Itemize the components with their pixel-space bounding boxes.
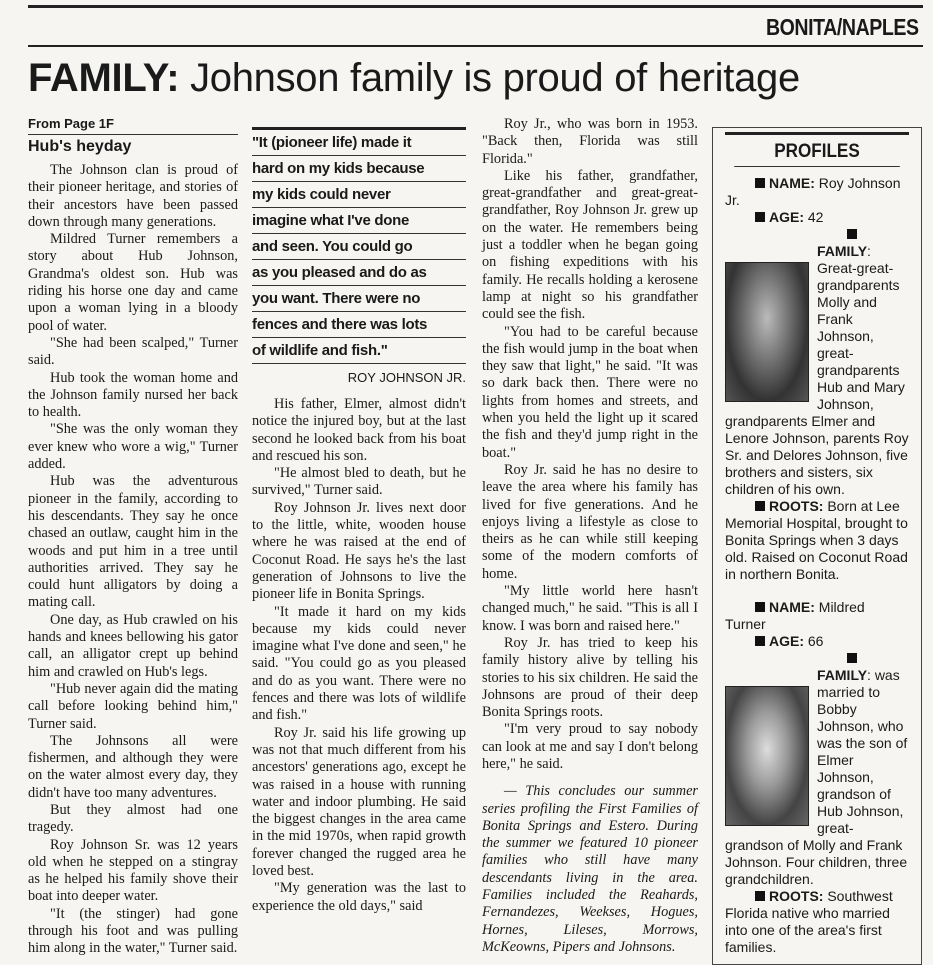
field-label: NAME: (769, 175, 815, 191)
top-rule (28, 5, 923, 8)
series-endnote: — This concludes our summer series profiling the First Families of Bonita Springs and Estero. During the summer we featured 10 pioneer families who still have many descendants living in the area. Families included the Reahards, Fernandezes, Weekses, Hogues, Hornes, Lileses, Morrows, McKeowns, Pipers and Johnsons. (482, 783, 698, 955)
column-1 (28, 116, 238, 958)
bullet-square-icon (755, 501, 765, 511)
paragraph: Hub was the adventurous pioneer in the family, according to his descendants. They say he once chased an outlaw, caught him in the woods and put him in a tree until authorities arrived. They say he could hunt alligators by doing a mating call. (28, 473, 238, 611)
paragraph: Roy Jr., who was born in 1953. "Back then, Florida was still Florida." (482, 116, 698, 167)
column-2 (252, 396, 466, 915)
field-value: 42 (804, 209, 824, 225)
pull-quote (252, 127, 466, 386)
field-value: : Great-great-grandparents Molly and Frank Johnson, great-grandparents Hub and Mary Johnson, grandparents Elmer and Lenore Johnson, parents Roy Sr. and Delores Johnson, five brothers and sisters, six children of his own. (725, 243, 909, 497)
bullet-square-icon (755, 212, 765, 222)
field-label: NAME: (769, 599, 815, 615)
kicker-rule (28, 134, 238, 135)
field-value: : was married to Bobby Johnson, who was the son of Elmer Johnson, grandson of Hub Johnson, great-grandson of Molly and Frank Johnson. Four children, three grandchildren. (725, 667, 908, 887)
paragraph: "She was the only woman they ever knew who wore a wig," Turner added. (28, 421, 238, 473)
paragraph: Roy Jr. has tried to keep his family history alive by telling his stories to his six children. He said the Johnsons are proud of their deep Bonita Springs roots. (482, 634, 698, 721)
portrait-roy-johnson-jr (725, 262, 809, 402)
paragraph: "It (the stinger) had gone through his foot and was pulling him along in the water," Turner said. (28, 905, 238, 957)
bullet-square-icon (755, 636, 765, 646)
paragraph: One day, as Hub crawled on his hands and knees bellowing his gator call, an alligator crept up behind him and crawled on Hub's legs. (28, 611, 238, 680)
profile-field (725, 633, 909, 650)
portrait-mildred-turner (725, 686, 809, 826)
sidebar-title: PROFILES (734, 135, 900, 167)
column-3 (482, 116, 698, 956)
field-label: AGE: (769, 633, 804, 649)
field-label: ROOTS: (769, 888, 824, 904)
paragraph: Roy Johnson Sr. was 12 years old when he stepped on a stingray as he helped his family shove their boat into deeper water. (28, 836, 238, 905)
bullet-square-icon (755, 178, 765, 188)
paragraph: Hub took the woman home and the Johnson family nursed her back to health. (28, 369, 238, 421)
field-label: FAMILY (817, 243, 868, 259)
profile-field (725, 650, 909, 888)
paragraph: "My little world here hasn't changed much," he said. "This is all I know. I was born and raised here." (482, 583, 698, 634)
paragraph: Mildred Turner remembers a story about Hub Johnson, Grandma's oldest son. Hub was riding his horse one day and came upon a woman lying in a bloody pool of water. (28, 231, 238, 334)
profile-field (725, 226, 909, 498)
paragraph: The Johnson clan is proud of their pioneer heritage, and stories of their ancestors have been passed down through many generations. (28, 162, 238, 230)
bullet-square-icon (755, 602, 765, 612)
paragraph: "Hub never again did the mating call before looking behind him," Turner said. (28, 680, 238, 732)
profile-field (725, 888, 909, 956)
paragraph: Roy Johnson Jr. lives next door to the little, white, wooden house where he was raised at the end of Coconut Road. He says he's the last generation of Johnsons to live the pioneer life in Bonita Springs. (252, 499, 466, 603)
field-label: FAMILY (817, 667, 868, 683)
headline-lead: FAMILY: (28, 56, 180, 100)
field-label: ROOTS: (769, 498, 824, 514)
paragraph: Roy Jr. said he has no desire to leave the area where his family has lived for five generations. And he enjoys living a lifestyle as close to theirs as he can while still keeping some of the modern comforts of home. (482, 461, 698, 582)
pull-quote-line: imagine what I've done (252, 208, 466, 234)
profile-field (725, 498, 909, 583)
pull-quote-line: "It (pioneer life) made it (252, 130, 466, 156)
bullet-square-icon (847, 653, 857, 663)
pull-quote-line: my kids could never (252, 182, 466, 208)
field-value: Southwest Florida native who married into one of the area's first families. (725, 888, 893, 955)
field-value: Roy Johnson Jr. (725, 175, 901, 208)
section-name: BONITA/NAPLES (766, 14, 919, 40)
field-value: 66 (804, 633, 824, 649)
headline (28, 56, 800, 101)
pull-quote-line: hard on my kids because (252, 156, 466, 182)
field-label: AGE: (769, 209, 804, 225)
paragraph: "It made it hard on my kids because my kids could never imagine what I've done and seen," he said. "You could go as you pleased and do as you want. There were no fences and there was lots of wildlife and fish." (252, 603, 466, 724)
field-value: Mildred Turner (725, 599, 865, 632)
paragraph: Roy Jr. said his life growing up was not that much different from his ancestors' generations ago, except he was raised in a house with running water and indoor plumbing. He said the biggest changes in the area came in the mid 1970s, when rapid growth forever changed the rugged area he loved best. (252, 724, 466, 880)
section-rule (28, 45, 923, 47)
bullet-square-icon (755, 891, 765, 901)
headline-rest: Johnson family is proud of heritage (179, 56, 800, 100)
bullet-square-icon (847, 229, 857, 239)
profile-field (725, 209, 909, 226)
paragraph: Like his father, grandfather, great-grandfather and great-great-grandfather, Roy Johnson Jr. grew up on the water. He remembers being just a toddler when he began going on fishing expeditions with his family. He recalls holding a kerosene lamp at night so his grandfather could see the fish. (482, 167, 698, 323)
paragraph: The Johnsons all were fishermen, and although they were on the water almost every day, they didn't have too many adventures. (28, 732, 238, 801)
paragraph: But they almost had one tragedy. (28, 801, 238, 836)
pull-quote-line: as you pleased and do as (252, 260, 466, 286)
paragraph: "She had been scalped," Turner said. (28, 334, 238, 369)
paragraph: "I'm very proud to say nobody can look at me and say I don't belong here," he said. (482, 721, 698, 772)
pull-quote-line: of wildlife and fish." (252, 338, 466, 364)
paragraph: "You had to be careful because the fish would jump in the boat when they saw that light," he said. "It was so dark back then. There were no lights from homes and streets, and when you held the light up it scared the fish and they'd jump right in the boat." (482, 323, 698, 461)
pull-quote-attribution: ROY JOHNSON JR. (347, 370, 466, 385)
pull-quote-line: and seen. You could go (252, 234, 466, 260)
subhead: Hub's heyday (28, 138, 132, 155)
profile-field (725, 599, 909, 633)
profiles-sidebar (712, 127, 922, 965)
jump-kicker: From Page 1F (28, 116, 114, 131)
pull-quote-line: you want. There were no (252, 286, 466, 312)
paragraph: "He almost bled to death, but he survived," Turner said. (252, 465, 466, 499)
pull-quote-line: fences and there was lots (252, 312, 466, 338)
paragraph: "My generation was the last to experience the old days," said (252, 880, 466, 914)
field-value: Born at Lee Memorial Hospital, brought to Bonita Springs when 3 days old. Raised on Coconut Road in northern Bonita. (725, 498, 908, 582)
profile-field (725, 175, 909, 209)
paragraph: His father, Elmer, almost didn't notice the injured boy, but at the last second he looked back from his boat and rescued his son. (252, 396, 466, 464)
